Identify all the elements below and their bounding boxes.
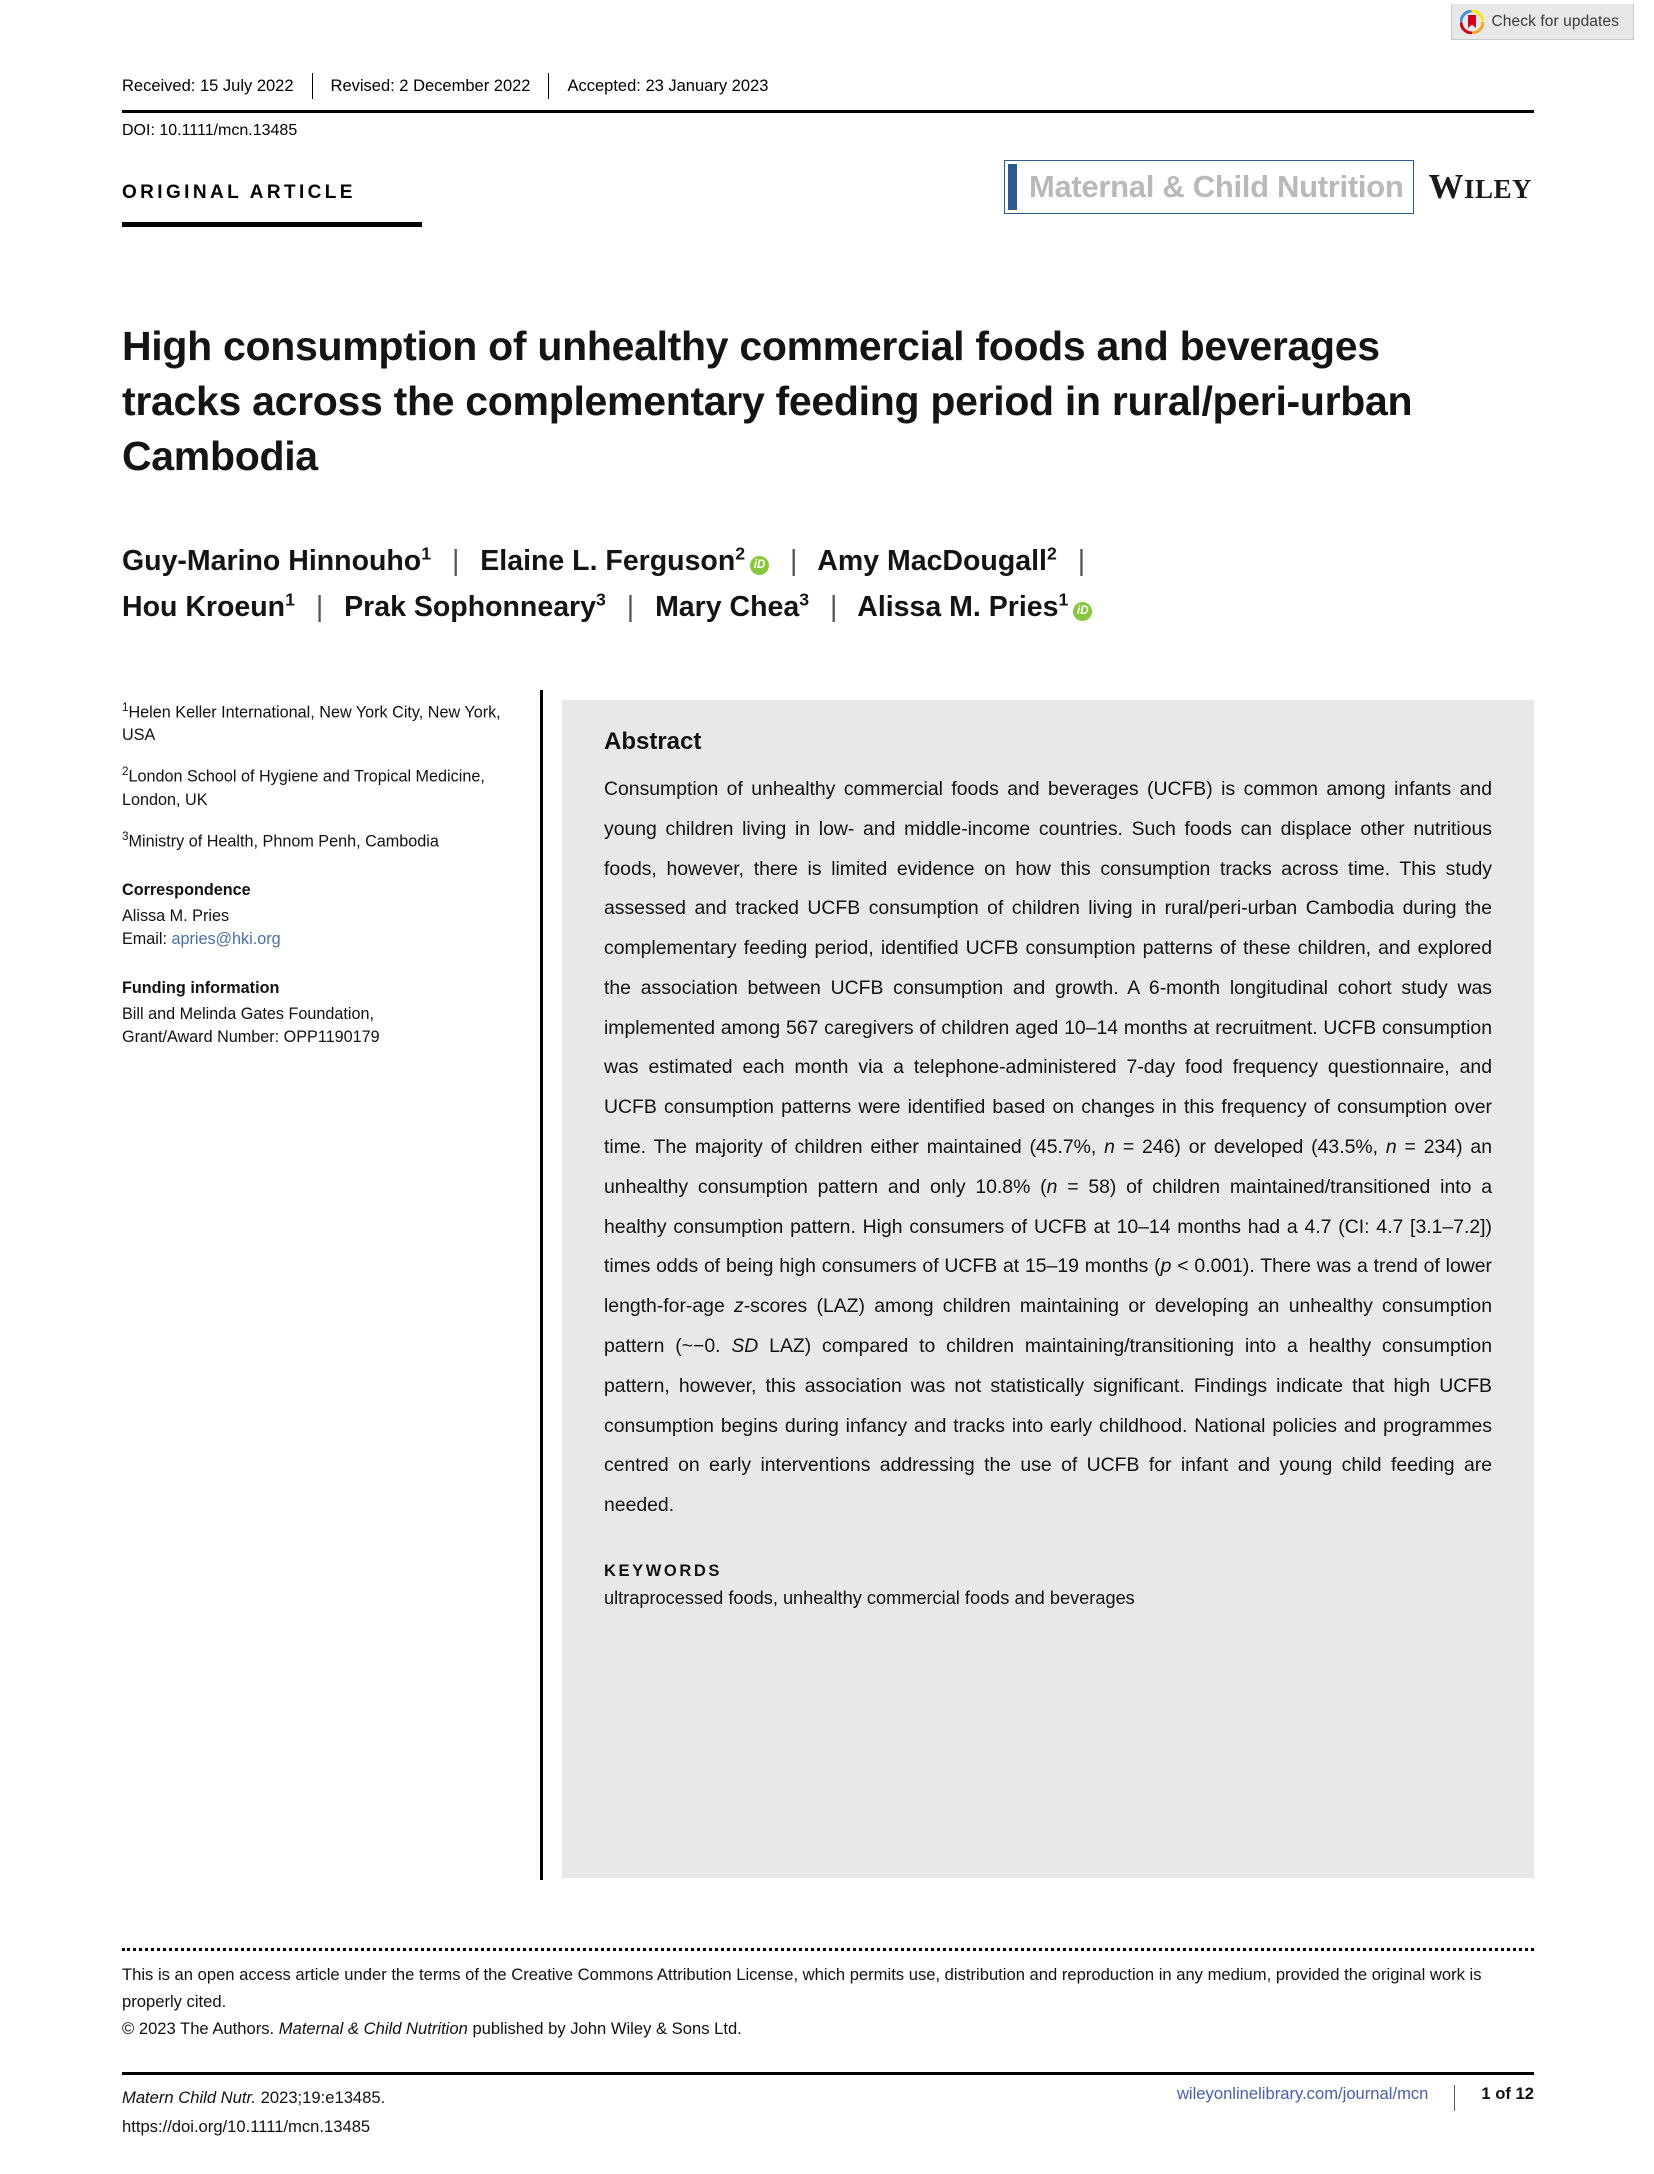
abstract-italic: n <box>1385 1136 1397 1159</box>
citation-volume: 2023;19:e13485. <box>256 2088 386 2107</box>
journal-title-badge <box>1004 160 1415 214</box>
check-for-updates-badge[interactable] <box>1451 4 1635 40</box>
check-for-updates-label: Check for updates <box>1491 12 1619 30</box>
abstract-part: Consumption of unhealthy commercial foods and beverages (UCFB) is common among infants and young children living in low- and middle-income countries. Such foods can displace other nutritious foods, however, there is limited evidence on how this consumption tracks across time. This study assessed and tracked UCFB consumption of children living in rural/peri-urban Cambodia during the complementary feeding period, identified UCFB consumption patterns of these children, and explored the association between UCFB consumption and growth. A 6-month longitudinal cohort study was implemented among 567 caregivers of children aged 10–14 months at recruitment. UCFB consumption was estimated each month via a telephone-administered 7-day food frequency questionnaire, and UCFB consumption patterns were identified based on changes in this frequency of consumption over time. The majority of children either maintained (45.7%, <box>604 778 1492 1159</box>
license-block <box>122 1962 1534 2043</box>
correspondence-block <box>122 879 512 951</box>
keywords-heading: KEYWORDS <box>604 1561 722 1580</box>
author-entry[interactable] <box>122 591 295 623</box>
page-title: High consumption of unhealthy commercial foods and beverages tracks across the complementary feeding period in rural/peri-urban Cambodia <box>122 323 1413 480</box>
author-affiliation-marker: 1 <box>1058 589 1069 610</box>
affiliation-marker: 1 <box>122 701 129 714</box>
author-separator: | <box>315 591 324 624</box>
abstract-italic: z <box>733 1295 744 1318</box>
journal-url-link[interactable]: wileyonlinelibrary.com/journal/mcn <box>1176 2084 1429 2103</box>
footer-citation <box>122 2084 1177 2141</box>
abstract-part: LAZ) compared to children maintaining/transitioning into a healthy consumption pattern, however, this association was not statistically significant. Findings indicate that high UCFB consumption begins during infancy and tracks into early childhood. National policies and programmes centred on early interventions addressing the use of UCFB for infant and young child feeding are needed. <box>604 1334 1492 1517</box>
author-affiliation-marker: 1 <box>421 543 432 564</box>
affiliation-item <box>122 829 512 853</box>
license-divider <box>122 1948 1534 1951</box>
affiliation-item <box>122 764 512 811</box>
column-divider <box>540 690 543 1880</box>
affiliations-column <box>122 700 512 1049</box>
footer-rule <box>122 2072 1534 2075</box>
copyright-line <box>122 2016 1534 2043</box>
funding-heading: Funding information <box>122 979 280 998</box>
orcid-icon[interactable]: iD <box>750 556 769 575</box>
author-separator: | <box>790 545 798 577</box>
journal-accent-bar <box>1008 164 1017 210</box>
crossmark-bookmark-icon <box>1460 10 1484 34</box>
abstract-part: = 246) or developed (43.5%, <box>1114 1136 1386 1159</box>
author-separator: | <box>626 591 635 624</box>
correspondence-email-row <box>122 928 512 951</box>
funding-block <box>122 977 512 1049</box>
article-type-label: ORIGINAL ARTICLE <box>122 182 356 203</box>
wiley-logo <box>1428 167 1532 207</box>
affiliation-text: Helen Keller International, New York City, New York, USA <box>122 703 501 745</box>
author-separator: | <box>451 545 460 577</box>
abstract-part: = 58) of children maintained/transitioned into a healthy consumption pattern. High consumers of UCFB at 10–14 months had a 4.7 (CI: 4.7 [3.1–7.2]) times odds of being high consumers of UCFB at 15–19 months ( <box>604 1175 1492 1278</box>
revised-date: Revised: 2 December 2022 <box>330 76 531 95</box>
author-entry[interactable] <box>857 591 1092 623</box>
page-footer <box>122 2084 1534 2141</box>
author-name: Alissa M. Pries <box>857 591 1059 624</box>
history-rule <box>122 110 1534 113</box>
email-link[interactable]: apries@hki.org <box>171 930 281 949</box>
received-date: Received: 15 July 2022 <box>122 76 294 95</box>
author-affiliation-marker: 2 <box>1046 543 1057 564</box>
license-text: This is an open access article under the terms of the Creative Commons Attribution License, which permits use, distribution and reproduction in any medium, provided the original work is properly cited. <box>122 1965 1482 2011</box>
abstract-part: -scores (LAZ) among children maintaining or developing an unhealthy consumption pattern (~−0. <box>604 1295 1492 1357</box>
author-affiliation-marker: 2 <box>735 543 746 564</box>
orcid-icon[interactable]: iD <box>1073 602 1092 621</box>
journal-logo <box>1004 160 1532 214</box>
accepted-date: Accepted: 23 January 2023 <box>567 76 769 95</box>
author-list <box>122 538 1452 630</box>
author-name: Hou Kroeun <box>122 591 286 624</box>
affiliation-text: Ministry of Health, Phnom Penh, Cambodia <box>128 832 439 851</box>
abstract-italic: n <box>1104 1136 1115 1159</box>
copyright-pre: © 2023 The Authors. <box>122 2018 279 2038</box>
wiley-logo-rest: ILEY <box>1463 174 1532 204</box>
author-affiliation-marker: 3 <box>799 589 810 610</box>
author-name: Elaine L. Ferguson <box>480 545 736 577</box>
citation-line <box>122 2084 1177 2113</box>
doi-line: DOI: 10.1111/mcn.13485 <box>122 122 298 139</box>
wiley-logo-w: W <box>1428 167 1464 206</box>
footer-doi-url[interactable]: https://doi.org/10.1111/mcn.13485 <box>122 2116 371 2136</box>
author-name: Mary Chea <box>655 591 800 624</box>
journal-title: Maternal & Child Nutrition <box>1028 169 1404 204</box>
author-name: Prak Sophonneary <box>344 591 596 624</box>
copyright-journal: Maternal & Child Nutrition <box>278 2018 468 2038</box>
affiliation-text: London School of Hygiene and Tropical Medicine, London, UK <box>122 767 485 809</box>
abstract-part: = 234) an unhealthy consumption pattern and only 10.8% ( <box>604 1136 1492 1198</box>
funding-line-1: Bill and Melinda Gates Foundation, <box>122 1005 374 1024</box>
author-separator: | <box>1077 545 1086 577</box>
abstract-text <box>604 770 1492 1526</box>
author-entry[interactable] <box>122 545 431 577</box>
author-entry[interactable] <box>817 545 1056 577</box>
abstract-italic: n <box>1046 1175 1058 1198</box>
citation-journal: Matern Child Nutr. <box>122 2088 257 2107</box>
author-separator: | <box>829 591 838 624</box>
abstract-panel <box>562 700 1534 1878</box>
author-entry[interactable] <box>655 591 809 623</box>
abstract-heading: Abstract <box>604 728 702 755</box>
email-label: Email: <box>122 930 172 949</box>
affiliation-marker: 2 <box>122 765 129 779</box>
abstract-part: < 0.001). There was a trend of lower length-for-age <box>604 1255 1492 1318</box>
author-affiliation-marker: 1 <box>285 589 295 610</box>
keywords-list: ultraprocessed foods, unhealthy commercial foods and beverages <box>604 1587 1135 1608</box>
author-name: Guy-Marino Hinnouho <box>122 545 422 577</box>
correspondence-heading: Correspondence <box>122 881 251 900</box>
article-history <box>122 73 1534 108</box>
correspondence-name: Alissa M. Pries <box>122 907 230 926</box>
author-entry[interactable] <box>480 545 769 577</box>
author-entry[interactable] <box>344 591 606 623</box>
author-name: Amy MacDougall <box>817 545 1047 577</box>
affiliation-item <box>122 700 512 747</box>
copyright-post: published by John Wiley & Sons Ltd. <box>467 2018 742 2038</box>
abstract-italic: SD <box>731 1334 759 1357</box>
affiliation-marker: 3 <box>122 829 129 843</box>
page-number: 1 of 12 <box>1481 2084 1534 2103</box>
funding-line-2: Grant/Award Number: OPP1190179 <box>122 1028 380 1047</box>
author-affiliation-marker: 3 <box>595 589 606 610</box>
abstract-italic: p <box>1160 1255 1172 1278</box>
article-type-rule <box>122 222 422 227</box>
